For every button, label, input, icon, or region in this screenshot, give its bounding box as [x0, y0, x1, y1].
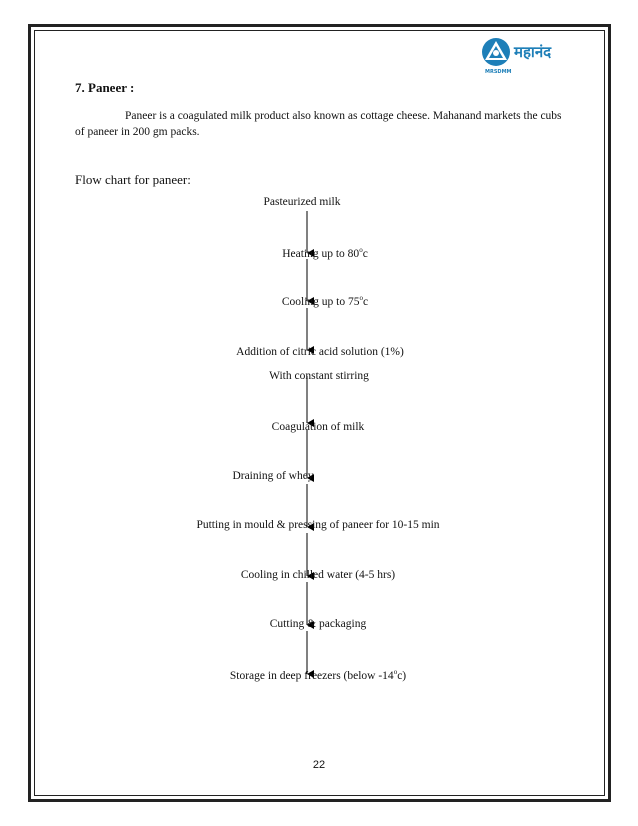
page-number: 22: [312, 759, 326, 771]
logo-sub-text: MRSDMM: [485, 69, 512, 75]
section-heading: 7. Paneer :: [75, 80, 135, 95]
flow-step-cutting-packaging: Cutting & packaging: [269, 618, 367, 630]
flow-step-citric-acid: Addition of citric acid solution (1%): [236, 346, 404, 358]
flow-step-chilled-water: Cooling in chilled water (4-5 hrs): [240, 569, 396, 581]
flow-step-mould-pressing: Putting in mould & pressing of paneer for 10-15 min: [196, 519, 440, 531]
flow-step-cooling: Cooling up to 75$^o$c: [281, 294, 369, 308]
flow-step-pasteurized-milk: Pasteurized milk: [263, 196, 341, 208]
section-paragraph: Paneer is a coagulated milk product also known as cottage cheese. Mahanand markets the cubs of paneer in 200 gm packs.: [75, 110, 562, 138]
logo-brand-text: महानंद: [514, 43, 552, 61]
mahanand-logo: [472, 32, 590, 76]
flow-step-stirring: With constant stirring: [269, 370, 369, 382]
flow-step-coagulation: Coagulation of milk: [271, 421, 365, 433]
flow-step-storage: Storage in deep freezers (below -14$^o$c): [229, 668, 407, 682]
flow-step-draining: Draining of whey: [232, 470, 314, 482]
flow-step-heating: Heating up to 80$^o$c: [282, 246, 368, 260]
flow-chart-title: Flow chart for paneer:: [75, 172, 191, 187]
